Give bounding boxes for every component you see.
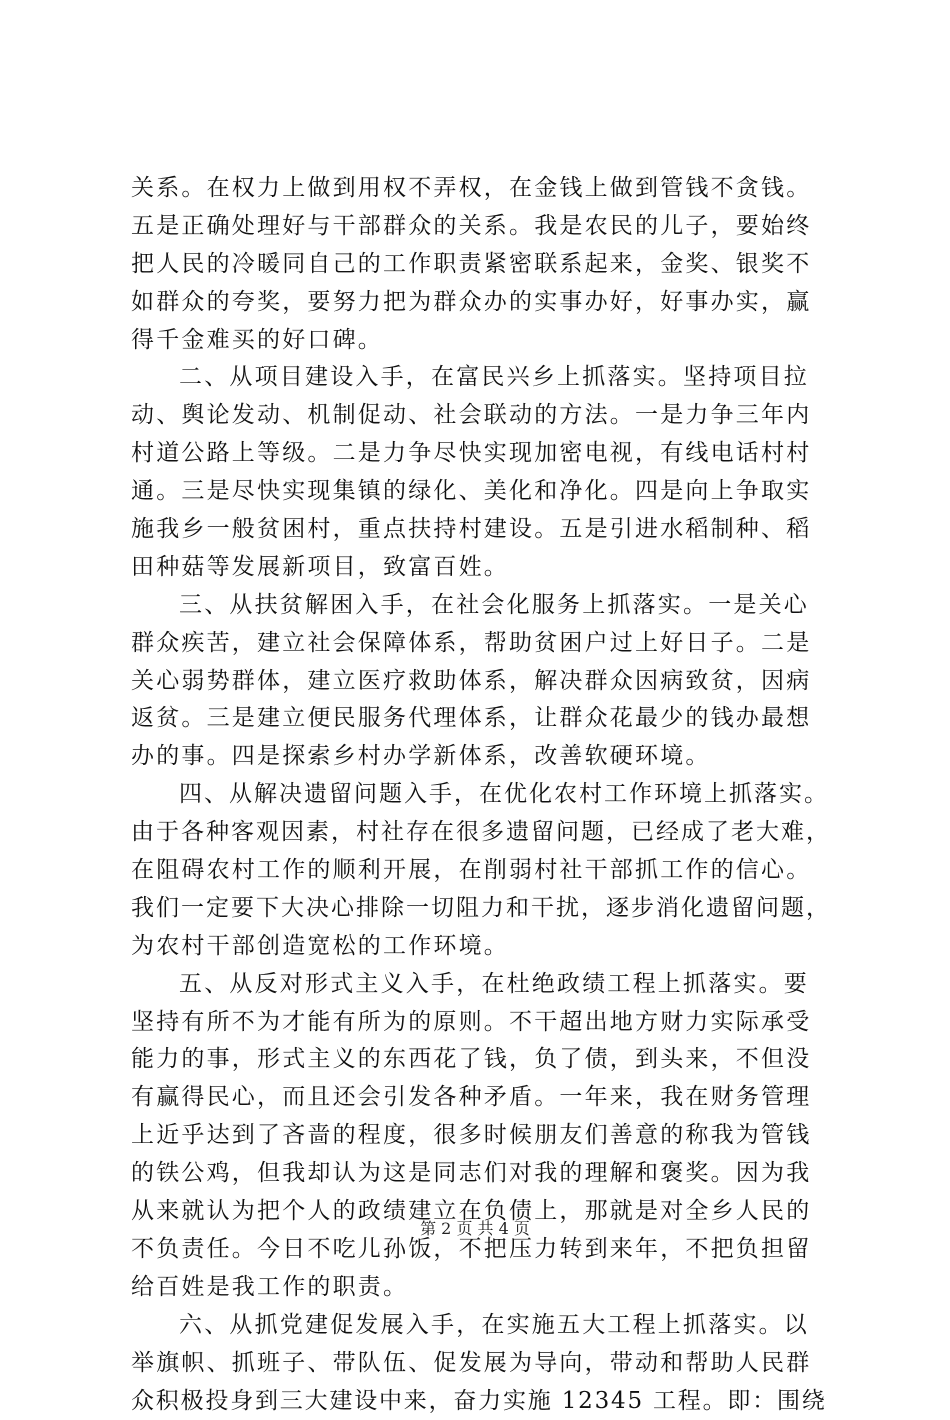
text-line: 众积极投身到三大建设中来，奋力实施 12345 工程。即：围绕 [131,1383,831,1420]
text-line: 我们一定要下大决心排除一切阻力和干扰，逐步消化遗留问题， [131,890,831,928]
text-line: 村道公路上等级。二是力争尽快实现加密电视，有线电话村村 [131,435,831,473]
text-line: 田种菇等发展新项目，致富百姓。 [131,549,831,587]
text-line: 返贫。三是建立便民服务代理体系，让群众花最少的钱办最想 [131,700,831,738]
page-footer [0,1219,950,1239]
text-line: 五是正确处理好与干部群众的关系。我是农民的儿子，要始终 [131,208,831,246]
text-line: 如群众的夸奖，要努力把为群众办的实事办好，好事办实，赢 [131,284,831,322]
text-line: 在阻碍农村工作的顺利开展，在削弱村社干部抓工作的信心。 [131,852,831,890]
text-line: 群众疾苦，建立社会保障体系，帮助贫困户过上好日子。二是 [131,625,831,663]
text-line: 由于各种客观因素，村社存在很多遗留问题，已经成了老大难， [131,814,831,852]
text-line: 能力的事，形式主义的东西花了钱，负了债，到头来，不但没 [131,1041,831,1079]
text-line: 把人民的冷暖同自己的工作职责紧密联系起来，金奖、银奖不 [131,246,831,284]
text-line: 施我乡一般贫困村，重点扶持村建设。五是引进水稻制种、稻 [131,511,831,549]
page-number-label: 第 2 页 共 4 页 [420,1219,530,1238]
text-line: 五、从反对形式主义入手，在杜绝政绩工程上抓落实。要 [131,966,831,1004]
text-line: 四、从解决遗留问题入手，在优化农村工作环境上抓落实。 [131,776,831,814]
text-line: 关心弱势群体，建立医疗救助体系，解决群众因病致贫，因病 [131,663,831,701]
text-line: 坚持有所不为才能有所为的原则。不干超出地方财力实际承受 [131,1004,831,1042]
text-line: 的铁公鸡，但我却认为这是同志们对我的理解和褒奖。因为我 [131,1155,831,1193]
text-line: 给百姓是我工作的职责。 [131,1269,831,1307]
text-line: 六、从抓党建促发展入手，在实施五大工程上抓落实。以 [131,1307,831,1345]
text-line: 为农村干部创造宽松的工作环境。 [131,928,831,966]
text-line: 得千金难买的好口碑。 [131,322,831,360]
text-line: 通。三是尽快实现集镇的绿化、美化和净化。四是向上争取实 [131,473,831,511]
text-line: 举旗帜、抓班子、带队伍、促发展为导向，带动和帮助人民群 [131,1345,831,1383]
text-line: 有赢得民心，而且还会引发各种矛盾。一年来，我在财务管理 [131,1079,831,1117]
text-line: 办的事。四是探索乡村办学新体系，改善软硬环境。 [131,738,831,776]
text-line: 从来就认为把个人的政绩建立在负债上，那就是对全乡人民的 [131,1193,831,1231]
text-line: 关系。在权力上做到用权不弄权，在金钱上做到管钱不贪钱。 [131,170,831,208]
text-line: 二、从项目建设入手，在富民兴乡上抓落实。坚持项目拉 [131,359,831,397]
text-line: 三、从扶贫解困入手，在社会化服务上抓落实。一是关心 [131,587,831,625]
text-line: 动、舆论发动、机制促动、社会联动的方法。一是力争三年内 [131,397,831,435]
text-line: 不负责任。今日不吃儿孙饭，不把压力转到来年，不把负担留 [131,1231,831,1269]
text-line: 上近乎达到了吝啬的程度，很多时候朋友们善意的称我为管钱 [131,1117,831,1155]
